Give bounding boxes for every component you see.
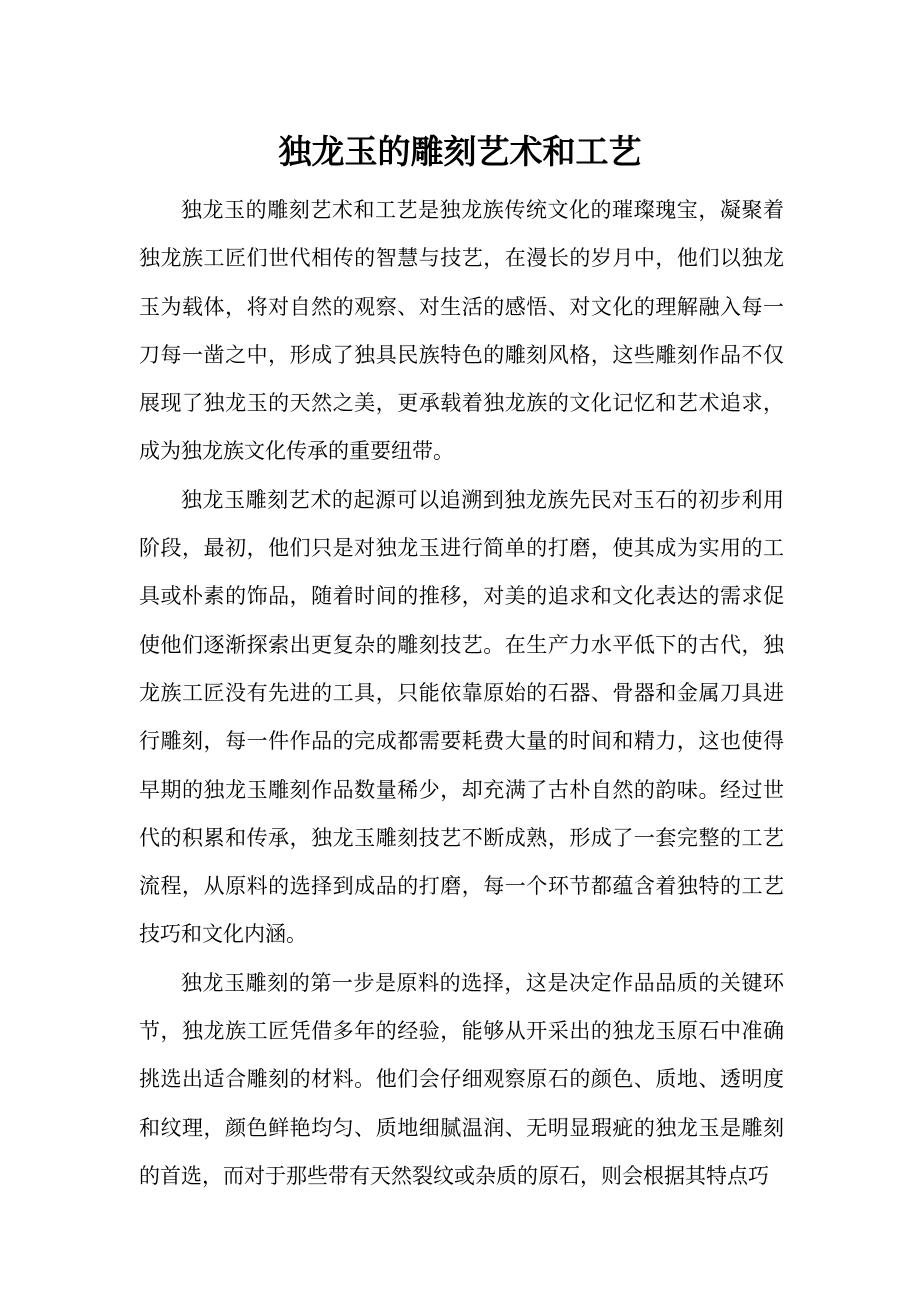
document-body — [139, 186, 784, 1200]
paragraph-2: 独龙玉雕刻艺术的起源可以追溯到独龙族先民对玉石的初步利用阶段，最初，他们只是对独龙玉进行简单的打磨，使其成为实用的工具或朴素的饰品，随着时间的推移，对美的追求和文化表达的需求促使他们逐渐探索出更复杂的雕刻技艺。在生产力水平低下的古代，独龙族工匠没有先进的工具，只能依靠原始的石器、骨器和金属刀具进行雕刻，每一件作品的完成都需要耗费大量的时间和精力，这也使得早期的独龙玉雕刻作品数量稀少，却充满了古朴自然的韵味。经过世代的积累和传承，独龙玉雕刻技艺不断成熟，形成了一套完整的工艺流程，从原料的选择到成品的打磨，每一个环节都蕴含着独特的工艺技巧和文化内涵。 — [139, 487, 784, 947]
paragraph-1: 独龙玉的雕刻艺术和工艺是独龙族传统文化的璀璨瑰宝，凝聚着独龙族工匠们世代相传的智慧与技艺，在漫长的岁月中，他们以独龙玉为载体，将对自然的观察、对生活的感悟、对文化的理解融入每一刀每一凿之中，形成了独具民族特色的雕刻风格，这些雕刻作品不仅展现了独龙玉的天然之美，更承载着独龙族的文化记忆和艺术追求，成为独龙族文化传承的重要纽带。 — [139, 198, 784, 464]
paragraph-3: 独龙玉雕刻的第一步是原料的选择，这是决定作品品质的关键环节，独龙族工匠凭借多年的经验，能够从开采出的独龙玉原石中准确挑选出适合雕刻的材料。他们会仔细观察原石的颜色、质地、透明度和纹理，颜色鲜艳均匀、质地细腻温润、无明显瑕疵的独龙玉是雕刻的首选，而对于那些带有天然裂纹或杂质的原石，则会根据其特点巧 — [139, 970, 784, 1188]
document-title: 独龙玉的雕刻艺术和工艺 — [278, 132, 642, 171]
